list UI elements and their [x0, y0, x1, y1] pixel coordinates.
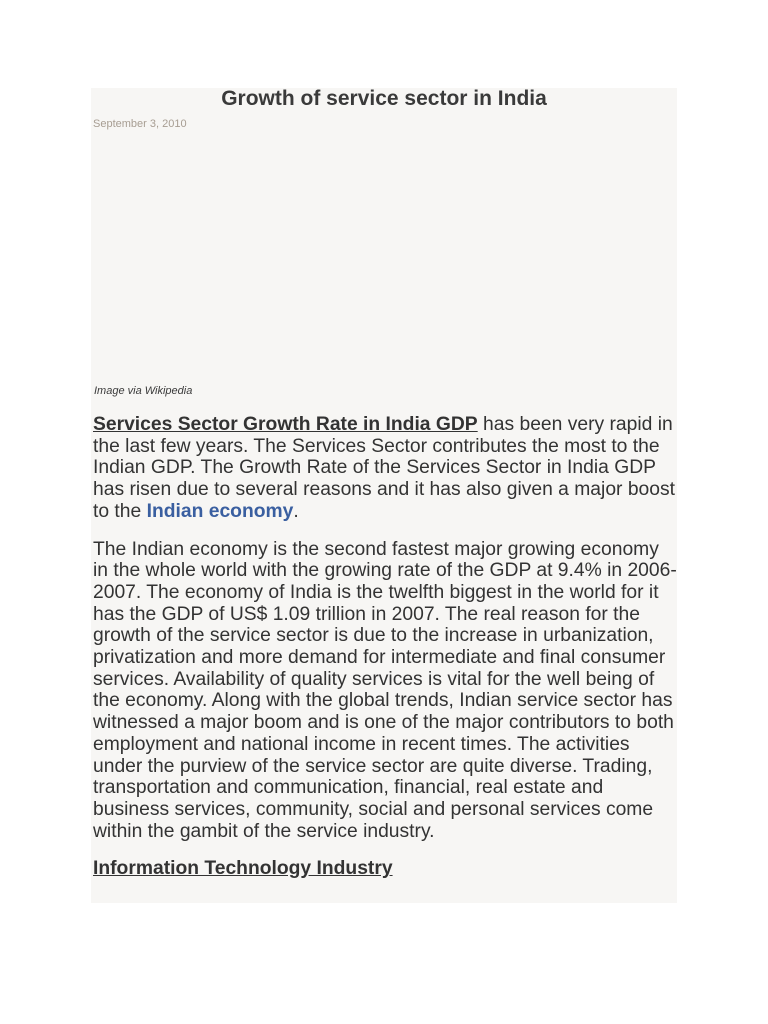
page-title: Growth of service sector in India — [221, 87, 547, 110]
indian-economy-link[interactable]: Indian economy — [146, 500, 294, 522]
paragraph-intro-text: has been very rapid in the last few years. The Services Sector contributes the most to the Indian GDP. The Growth Rate of the Services Sector in India GDP has risen due to several reasons and it has also given a major boost to the — [93, 414, 675, 522]
paragraph-intro — [93, 414, 677, 523]
image-caption: Image via Wikipedia — [94, 385, 193, 397]
article-body — [93, 414, 677, 880]
article-image-placeholder — [93, 140, 673, 378]
paragraph-economy: The Indian economy is the second fastest major growing economy in the whole world with the growing rate of the GDP at 9.4% in 2006- 2007. The economy of India is the twelfth biggest in the world for it has the GDP of US$ 1.09 trillion in 2007. The real reason for the growth of the service sector is due to the increase in urbanization, privatization and more demand for intermediate and final consumer services. Availability of quality services is vital for the well being of the economy. Along with the global trends, Indian service sector has witnessed a major boom and is one of the major contributors to both employment and national income in recent times. The activities under the purview of the service sector are quite diverse. Trading, transportation and communication, financial, real estate and business services, community, social and personal services come within the gambit of the service industry. — [93, 538, 677, 842]
post-date: September 3, 2010 — [93, 118, 187, 130]
services-growth-link[interactable]: Services Sector Growth Rate in India GDP — [93, 414, 478, 435]
paragraph-intro-end: . — [293, 500, 299, 522]
section-heading-it-industry: Information Technology Industry — [93, 858, 393, 880]
